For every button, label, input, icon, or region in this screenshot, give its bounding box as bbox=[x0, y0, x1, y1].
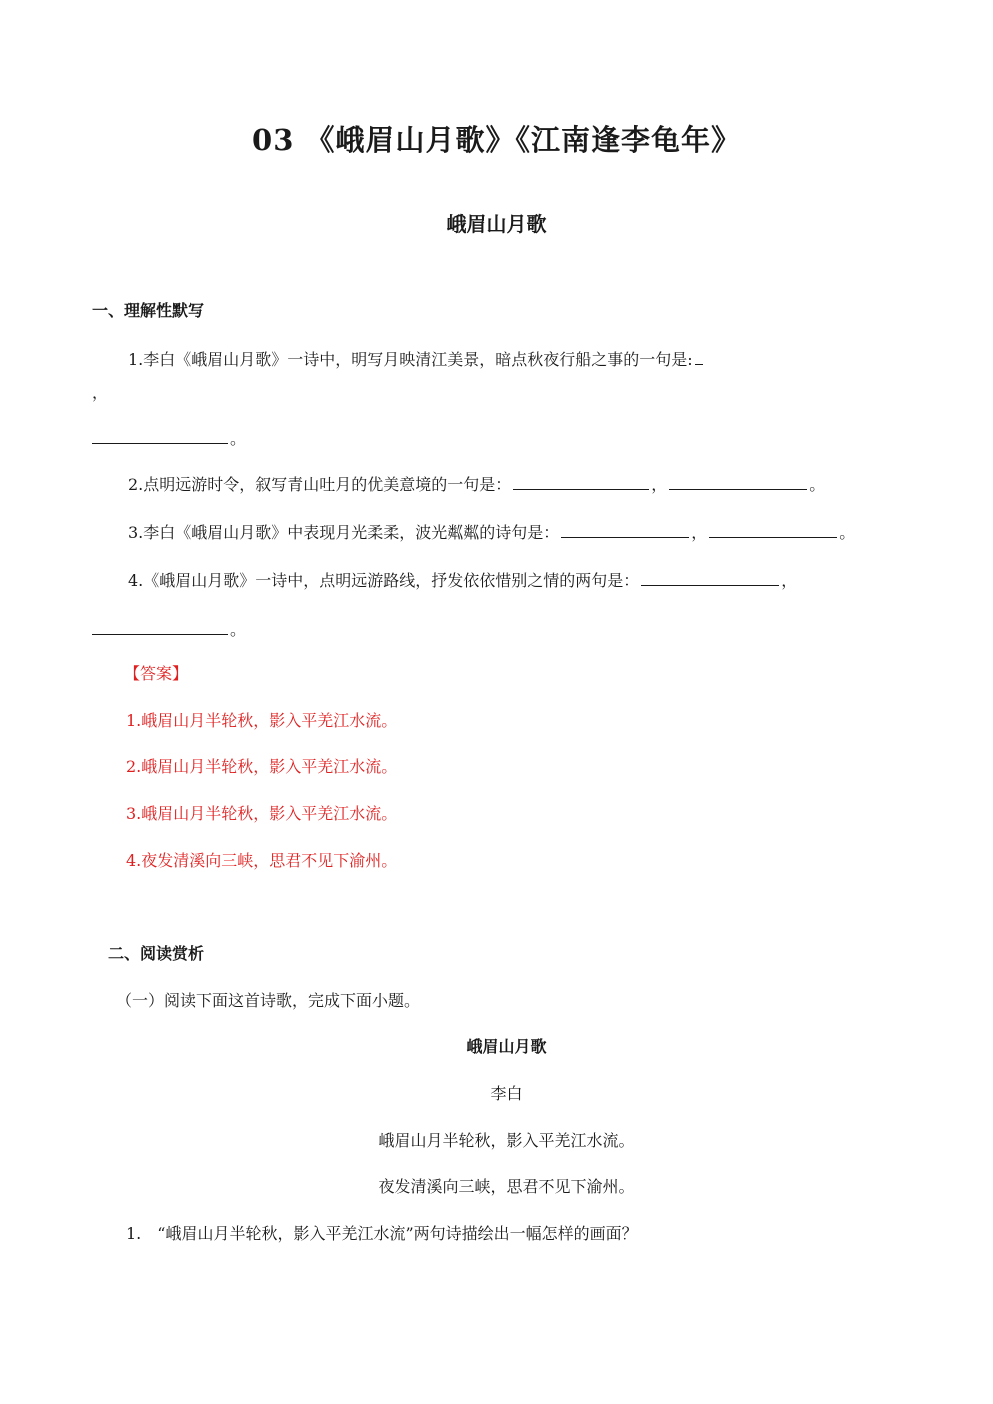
question-3-text: 3.李白《峨眉山月歌》中表现月光柔柔，波光粼粼的诗句是： bbox=[128, 523, 560, 542]
punctuation: 。 bbox=[839, 523, 856, 542]
punctuation: ， bbox=[691, 523, 708, 542]
question-4-line2 bbox=[92, 617, 246, 640]
question-4 bbox=[128, 568, 797, 591]
answer-blank[interactable] bbox=[669, 475, 807, 490]
answer-blank[interactable] bbox=[695, 350, 703, 365]
punctuation: 。 bbox=[809, 475, 826, 494]
answer-blank[interactable] bbox=[561, 523, 689, 538]
question-4-text: 4.《峨眉山月歌》一诗中，点明远游路线，抒发依依惜别之情的两句是： bbox=[128, 571, 640, 590]
question-3 bbox=[128, 520, 855, 543]
punctuation: 。 bbox=[230, 620, 247, 639]
poem-author: 李白 bbox=[490, 1084, 523, 1103]
question-1-line2 bbox=[92, 426, 246, 449]
section-heading-dictation: 一、理解性默写 bbox=[92, 301, 205, 320]
answer-blank[interactable] bbox=[709, 523, 837, 538]
question-1 bbox=[128, 347, 705, 370]
reading-question-1: 1. “峨眉山月半轮秋，影入平羌江水流”两句诗描绘出一幅怎样的画面？ bbox=[126, 1224, 638, 1243]
punctuation: ， bbox=[781, 571, 798, 590]
punctuation: 。 bbox=[230, 429, 247, 448]
question-1-comma: ， bbox=[92, 383, 109, 402]
poem-title: 峨眉山月歌 bbox=[466, 1037, 547, 1056]
answer-item-1: 1.峨眉山月半轮秋，影入平羌江水流。 bbox=[126, 711, 398, 730]
section-heading-reading: 二、阅读赏析 bbox=[108, 944, 205, 963]
question-2 bbox=[128, 472, 825, 495]
question-2-text: 2.点明远游时令，叙写青山吐月的优美意境的一句是： bbox=[128, 475, 512, 494]
poem-line-2: 夜发清溪向三峡，思君不见下渝州。 bbox=[378, 1177, 635, 1196]
answer-label: 【答案】 bbox=[124, 664, 189, 683]
page-title: 03 《峨眉山月歌》《江南逢李龟年》 bbox=[252, 123, 741, 157]
answer-blank[interactable] bbox=[92, 429, 228, 444]
answer-blank[interactable] bbox=[513, 475, 649, 490]
punctuation: ， bbox=[651, 475, 668, 494]
answer-item-4: 4.夜发清溪向三峡，思君不见下渝州。 bbox=[126, 851, 398, 870]
question-1-text: 1.李白《峨眉山月歌》一诗中，明写月映清江美景，暗点秋夜行船之事的一句是: bbox=[128, 350, 693, 369]
answer-item-3: 3.峨眉山月半轮秋，影入平羌江水流。 bbox=[126, 804, 398, 823]
answer-blank[interactable] bbox=[641, 571, 779, 586]
section-poem-title: 峨眉山月歌 bbox=[446, 212, 547, 236]
reading-intro: （一）阅读下面这首诗歌，完成下面小题。 bbox=[116, 991, 421, 1010]
answer-item-2: 2.峨眉山月半轮秋，影入平羌江水流。 bbox=[126, 757, 398, 776]
answer-blank[interactable] bbox=[92, 620, 228, 635]
poem-line-1: 峨眉山月半轮秋，影入平羌江水流。 bbox=[378, 1131, 635, 1150]
